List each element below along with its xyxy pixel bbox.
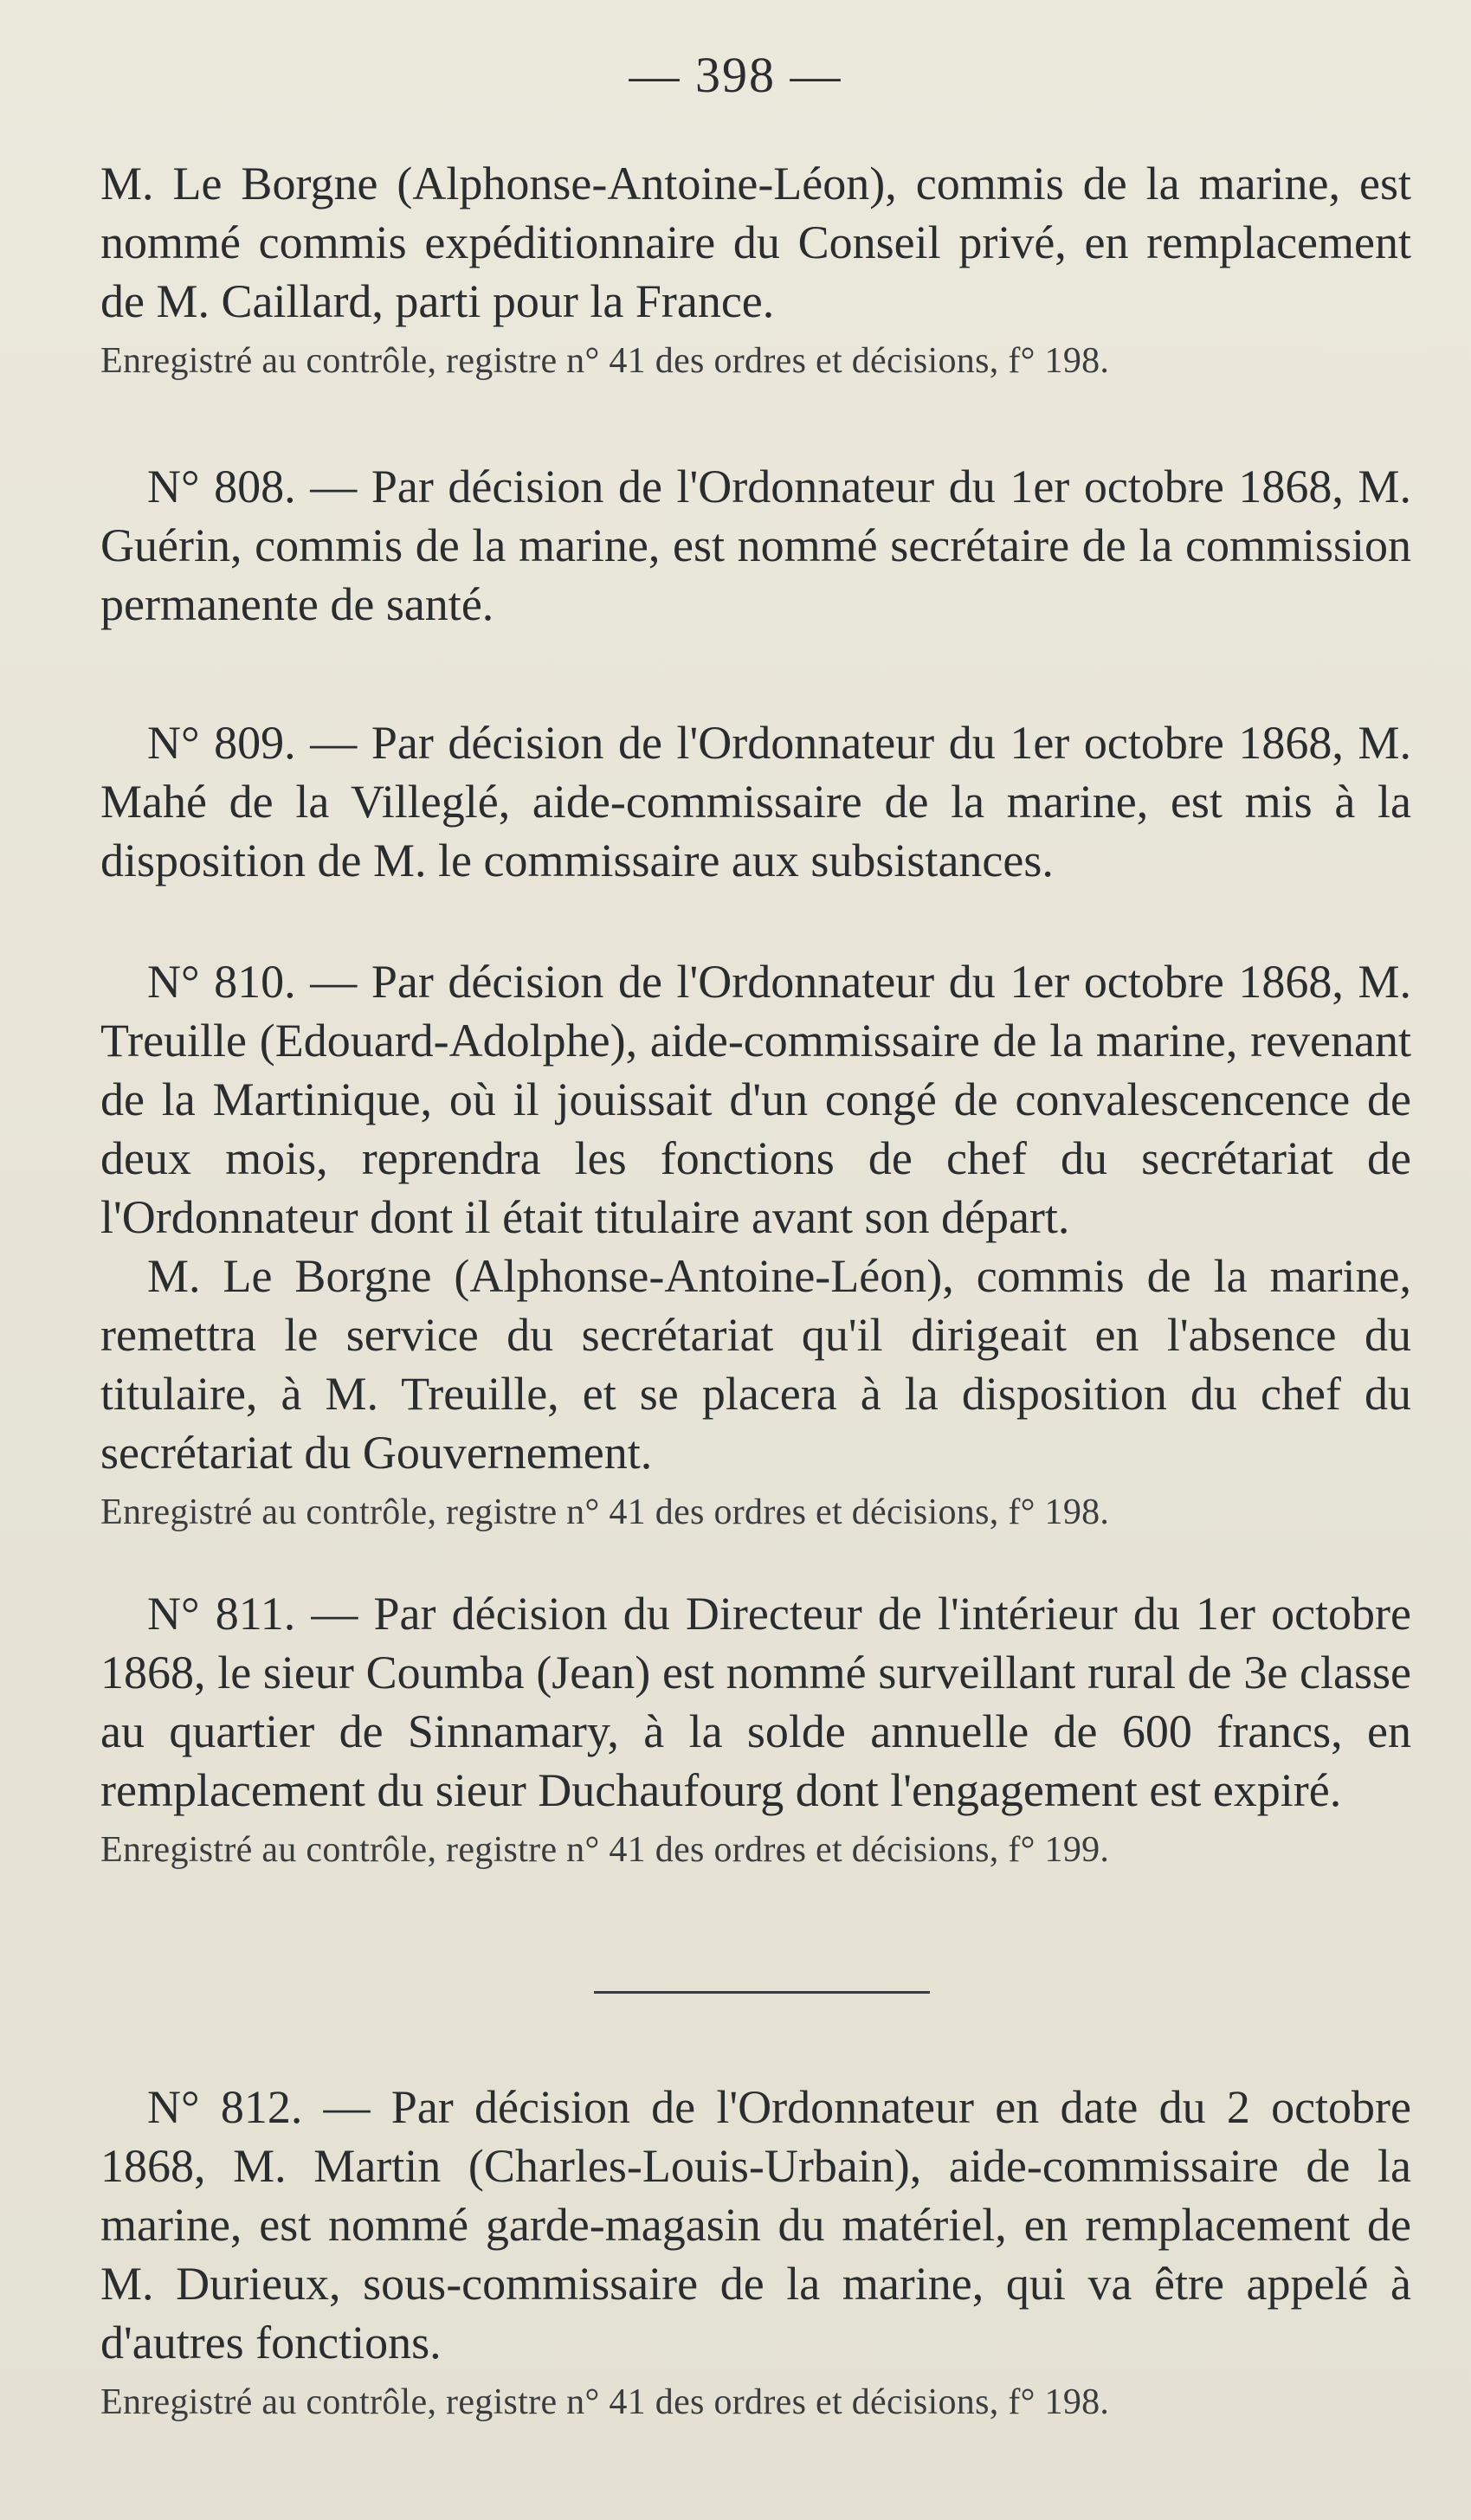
entry-810 (100, 952, 1411, 1537)
registration-note: Enregistré au contrôle, registre n° 41 des ordres et décisions, f° 198. (100, 341, 1110, 381)
registration-note: Enregistré au contrôle, registre n° 41 des ordres et décisions, f° 198. (100, 2382, 1110, 2422)
page-number: — 398 — (629, 47, 842, 103)
entry-809 (100, 713, 1411, 890)
entry-text: N° 808. — Par décision de l'Ordonnateur du 1er octobre 1868, M. Guérin, commis de la marine, est nommé secrétaire de la commission permanente de santé. (100, 461, 1411, 630)
registration-note: Enregistré au contrôle, registre n° 41 des ordres et décisions, f° 199. (100, 1830, 1110, 1870)
entry-text: N° 812. — Par décision de l'Ordonnateur en date du 2 octobre 1868, M. Martin (Charles-Louis-Urbain), aide-commissaire de la marine, est nommé garde-magasin du matériel, en remplacement de M. Durieux, sous-commissaire de la marine, qui va être appelé à d'autres fonctions. (100, 2081, 1411, 2369)
entry-text: N° 809. — Par décision de l'Ordonnateur du 1er octobre 1868, M. Mahé de la Villeglé, aide-commissaire de la marine, est mis à la disposition de M. le commissaire aux subsistances. (100, 717, 1411, 886)
entry-continuation (100, 154, 1411, 386)
entry-text: N° 810. — Par décision de l'Ordonnateur du 1er octobre 1868, M. Treuille (Edouard-Adolphe), aide-commissaire de la marine, revenant de la Martinique, où il jouissait d'un congé de convalescencence de deux mois, reprendra les fonctions de chef du secrétariat de l'Ordonnateur dont il était titulaire avant son départ. (100, 956, 1411, 1243)
section-divider (594, 1991, 930, 1994)
entry-812 (100, 2078, 1411, 2427)
entry-811 (100, 1584, 1411, 1875)
registration-note: Enregistré au contrôle, registre n° 41 des ordres et décisions, f° 198. (100, 1492, 1110, 1532)
entry-text: M. Le Borgne (Alphonse-Antoine-Léon), commis de la marine, est nommé commis expéditionnaire du Conseil privé, en remplacement de M. Caillard, parti pour la France. (100, 158, 1411, 327)
entry-text-continued: M. Le Borgne (Alphonse-Antoine-Léon), commis de la marine, remettra le service du secrétariat qu'il dirigeait en l'absence du titulaire, à M. Treuille, et se placera à la disposition du chef du secrétariat du Gouvernement. (100, 1250, 1411, 1479)
entry-808 (100, 457, 1411, 634)
entry-text: N° 811. — Par décision du Directeur de l'intérieur du 1er octobre 1868, le sieur Coumba (Jean) est nommé surveillant rural de 3e classe au quartier de Sinnamary, à la solde annuelle de 600 francs, en remplacement du sieur Duchaufourg dont l'engagement est expiré. (100, 1588, 1411, 1816)
